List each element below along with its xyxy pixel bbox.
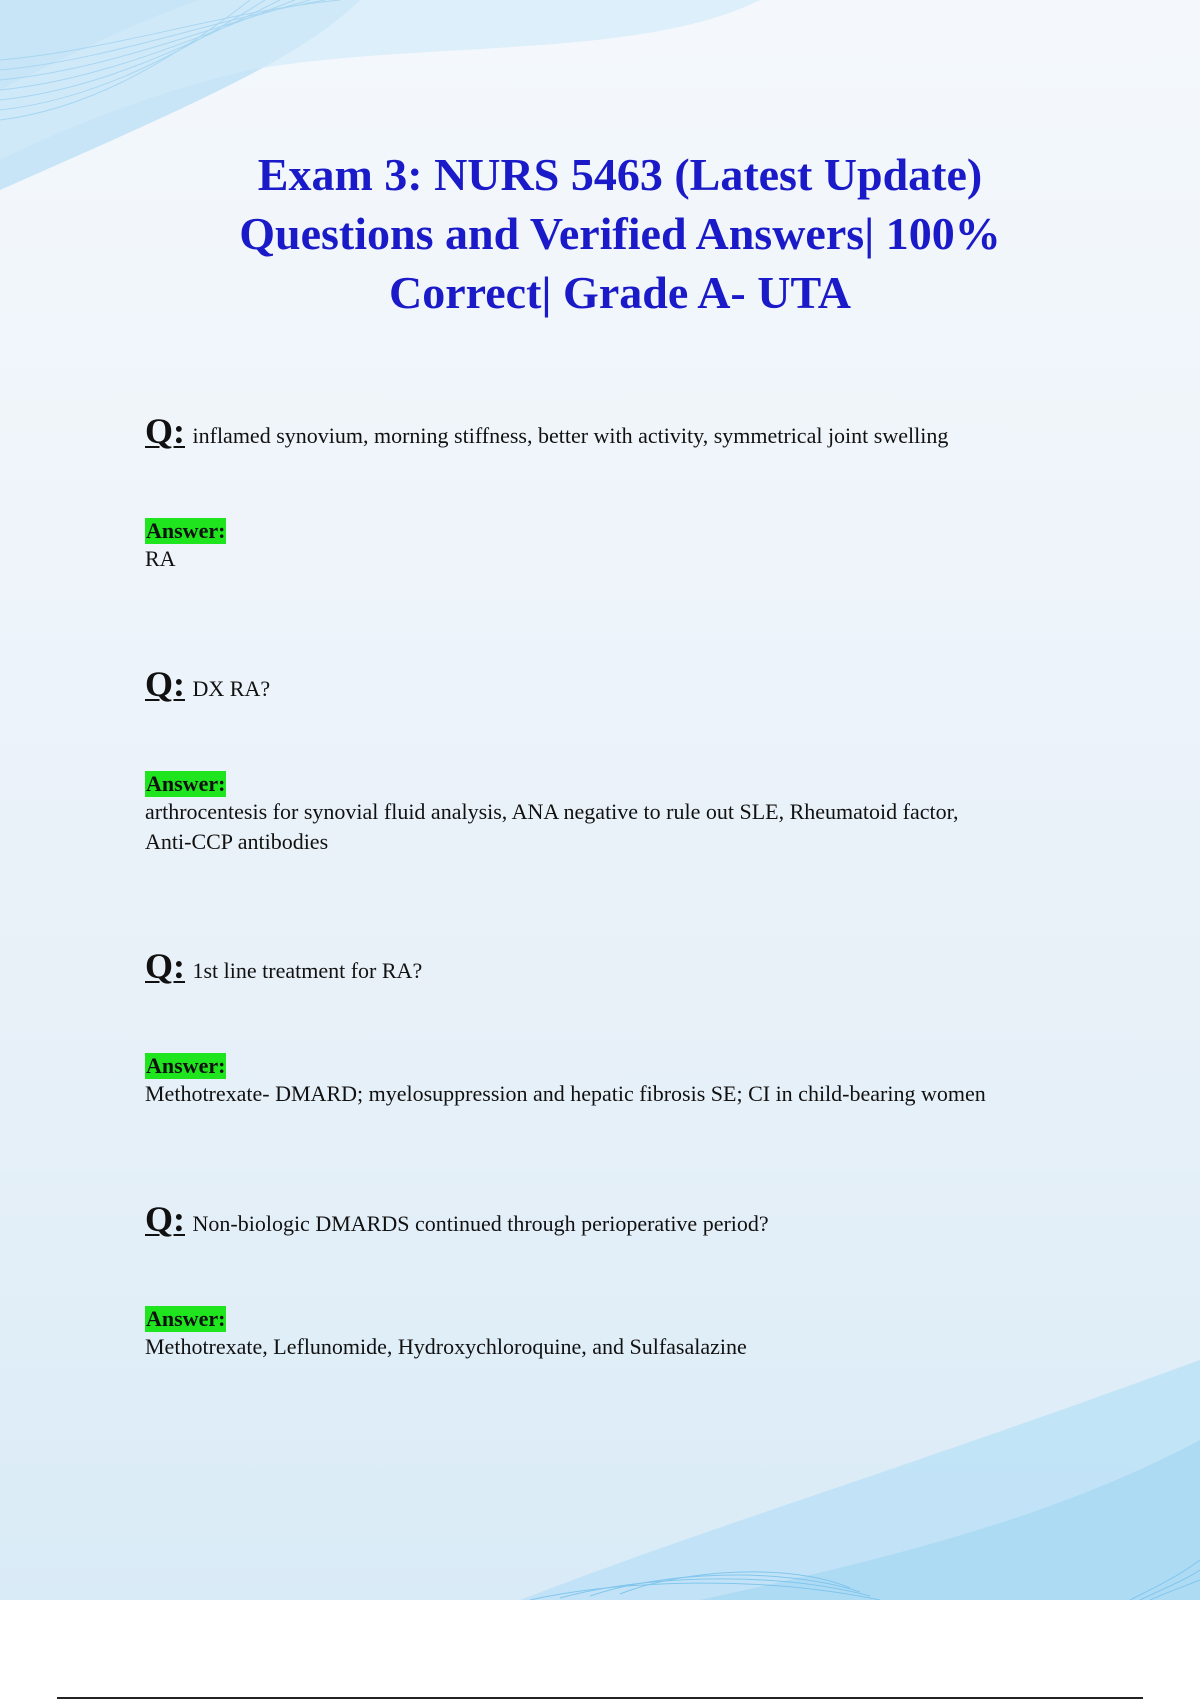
answer-label: Answer: <box>146 1053 226 1078</box>
qa-item <box>145 946 1105 1106</box>
qa-item <box>145 411 1105 571</box>
answer-text: Anti-CCP antibodies <box>145 829 329 854</box>
question-text: 1st line treatment for RA? <box>192 958 423 983</box>
answer-block <box>145 518 1105 574</box>
answer-block <box>145 1306 1105 1362</box>
question-label: Q: <box>145 411 185 451</box>
answer-text: Methotrexate- DMARD; myelosuppression and hepatic fibrosis SE; CI in child-bearing women <box>145 1081 986 1106</box>
question-text: inflamed synovium, morning stiffness, better with activity, symmetrical joint swelling <box>192 423 949 448</box>
answer-text: RA <box>145 546 176 571</box>
question-text: DX RA? <box>192 676 271 701</box>
question-text: Non-biologic DMARDS continued through perioperative period? <box>192 1211 769 1236</box>
footer-rule <box>57 1697 1143 1699</box>
answer-text: arthrocentesis for synovial fluid analysis, ANA negative to rule out SLE, Rheumatoid factor, <box>145 799 959 824</box>
qa-item <box>145 1199 1105 1359</box>
answer-text: Methotrexate, Leflunomide, Hydroxychloroquine, and Sulfasalazine <box>145 1334 747 1359</box>
answer-label: Answer: <box>146 518 226 543</box>
answer-block <box>145 771 1105 857</box>
question-line <box>145 1199 1105 1240</box>
document-title <box>160 145 1080 322</box>
title-line: Correct| Grade A- UTA <box>389 267 851 318</box>
answer-label: Answer: <box>146 771 226 796</box>
question-line <box>145 411 1105 452</box>
question-label: Q: <box>145 946 185 986</box>
question-label: Q: <box>145 664 185 704</box>
answer-label: Answer: <box>146 1306 226 1331</box>
qa-item <box>145 664 1105 854</box>
answer-block <box>145 1053 1105 1109</box>
question-line <box>145 946 1105 987</box>
question-label: Q: <box>145 1199 185 1239</box>
question-line <box>145 664 1105 705</box>
title-line: Exam 3: NURS 5463 (Latest Update) <box>257 149 983 200</box>
title-line: Questions and Verified Answers| 100% <box>239 208 1001 259</box>
